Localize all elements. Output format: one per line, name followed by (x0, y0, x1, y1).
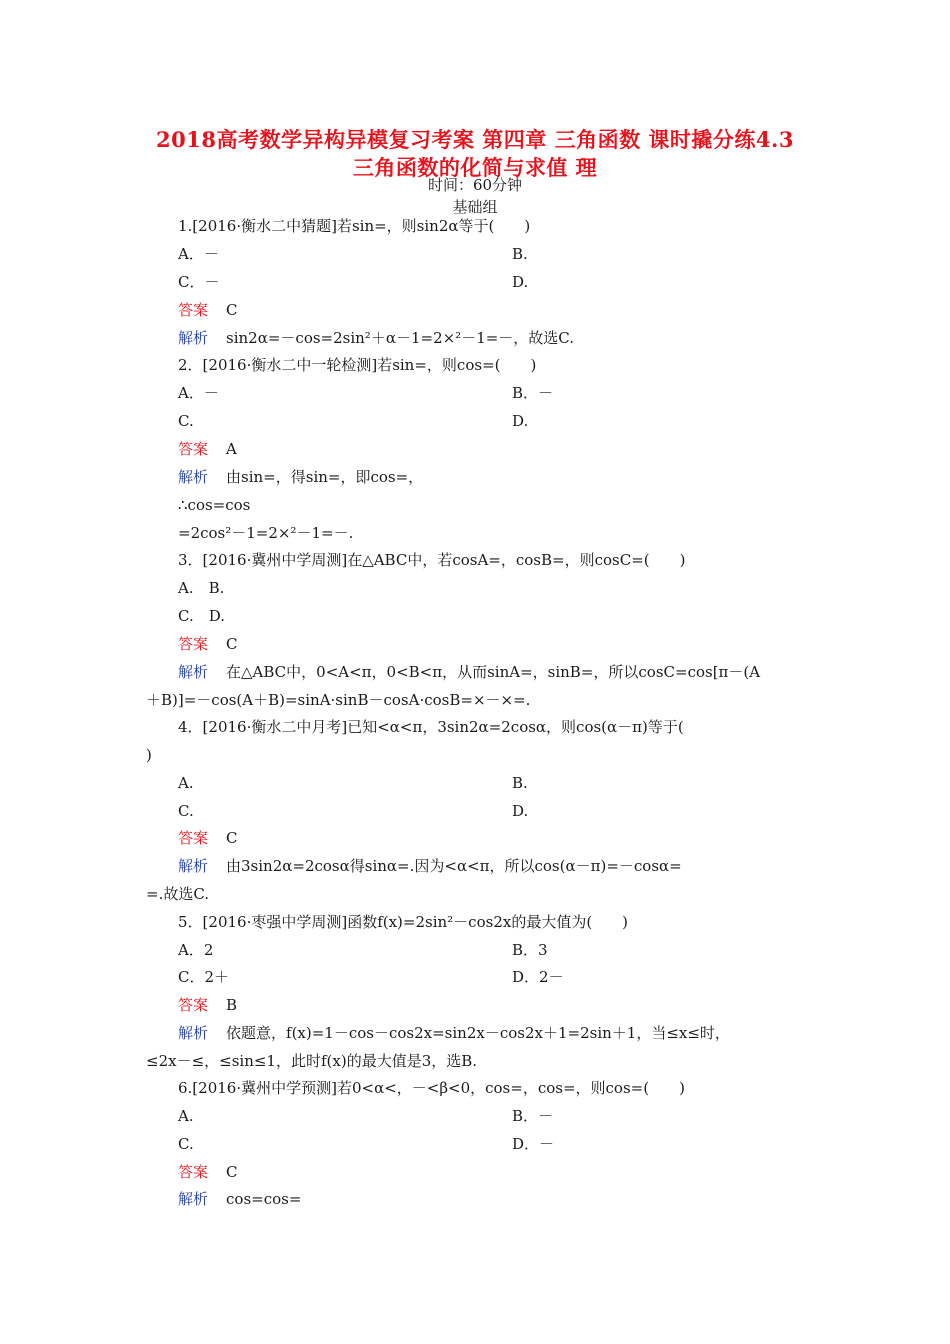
question-3-stem: 3．[2016·冀州中学周测]在△ABC中，若cosA=，cosB=，则cosC=( ) (178, 551, 686, 569)
explain-text: sin2α=－cos=2sin²＋α－1=2×²－1=－，故选C. (226, 329, 575, 347)
question-2-explanation (178, 467, 423, 487)
question-4-stem: 4．[2016·衡水二中月考]已知<α<π，3sin2α=2cosα，则cos(α－π)等于( (178, 718, 684, 736)
question-1-stem: 1.[2016·衡水二中猜题]若sin=，则sin2α等于( ) (178, 217, 531, 235)
question-1-option-a: A．－ (178, 245, 219, 263)
question-4-explanation (178, 856, 682, 876)
answer-value: C (226, 635, 238, 653)
question-2-explanation-line3: =2cos²－1=2×²－1=－. (178, 524, 354, 542)
question-2-option-d: D. (512, 412, 529, 430)
question-6-option-b: B．－ (512, 1107, 554, 1125)
question-4-option-a: A. (178, 774, 194, 792)
answer-label: 答案 (178, 1163, 209, 1181)
question-5-answer (178, 995, 237, 1015)
question-3-explanation (178, 662, 760, 682)
question-6-explanation (178, 1189, 301, 1209)
answer-value: C (226, 301, 238, 319)
explain-label: 解析 (178, 663, 209, 681)
page-subtitle: 三角函数的化简与求值 理 (352, 155, 598, 180)
answer-label: 答案 (178, 829, 209, 847)
time-limit: 时间：60分钟 (427, 176, 523, 194)
question-5-stem: 5．[2016·枣强中学周测]函数f(x)=2sin²－cos2x的最大值为( ) (178, 913, 629, 931)
explain-label: 解析 (178, 1190, 209, 1208)
question-6-stem: 6.[2016·冀州中学预测]若0<α<，－<β<0，cos=，cos=，则cos=( ) (178, 1079, 685, 1097)
question-2-option-c: C. (178, 412, 194, 430)
answer-value: B (226, 996, 238, 1014)
explain-label: 解析 (178, 468, 209, 486)
question-2-option-a: A．－ (178, 384, 219, 402)
explain-text: 由3sin2α=2cosα得sinα=.因为<α<π，所以cos(α－π)=－cosα= (226, 857, 682, 875)
question-4-option-d: D. (512, 802, 529, 820)
question-3-options-cd: C. D. (178, 607, 225, 625)
question-4-explanation-line2: =.故选C. (146, 885, 210, 903)
question-1-option-c: C．－ (178, 273, 220, 291)
question-4-answer (178, 828, 238, 848)
question-5-explanation (178, 1023, 730, 1043)
question-6-option-c: C. (178, 1135, 194, 1153)
question-4-stem-line2: ) (146, 746, 152, 764)
question-1-explanation (178, 328, 574, 348)
question-2-answer (178, 439, 237, 459)
question-5-option-a: A．2 (178, 941, 214, 959)
answer-value: C (226, 829, 238, 847)
explain-text: 依题意，f(x)=1－cos－cos2x=sin2x－cos2x＋1=2sin＋1，当≤x≤时， (226, 1024, 730, 1042)
answer-value: A (226, 440, 237, 458)
answer-label: 答案 (178, 996, 209, 1014)
question-2-explanation-line2: ∴cos=cos (178, 496, 251, 514)
answer-label: 答案 (178, 635, 209, 653)
question-3-options-ab: A. B. (178, 579, 225, 597)
explain-label: 解析 (178, 857, 209, 875)
question-2-option-b: B．－ (512, 384, 554, 402)
question-3-answer (178, 634, 238, 654)
question-2-stem: 2．[2016·衡水二中一轮检测]若sin=，则cos=( ) (178, 356, 537, 374)
question-5-explanation-line2: ≤2x－≤，≤sin≤1，此时f(x)的最大值是3，选B. (146, 1052, 478, 1070)
question-1-option-b: B. (512, 245, 528, 263)
question-4-option-c: C. (178, 802, 194, 820)
answer-label: 答案 (178, 440, 209, 458)
explain-text: 由sin=，得sin=，即cos=， (226, 468, 424, 486)
question-3-explanation-line2: ＋B)]=－cos(A＋B)=sinA·sinB－cosA·cosB=×－×=. (146, 691, 531, 709)
question-6-option-d: D．－ (512, 1135, 555, 1153)
question-6-option-a: A. (178, 1107, 194, 1125)
answer-label: 答案 (178, 301, 209, 319)
question-1-answer (178, 300, 238, 320)
question-6-answer (178, 1162, 238, 1182)
answer-value: C (226, 1163, 238, 1181)
question-4-option-b: B. (512, 774, 528, 792)
question-5-option-d: D．2－ (512, 968, 564, 986)
question-5-option-b: B．3 (512, 941, 548, 959)
explain-label: 解析 (178, 1024, 209, 1042)
explain-text: 在△ABC中，0<A<π，0<B<π，从而sinA=，sinB=，所以cosC=cos[π－(A (226, 663, 761, 681)
explain-text: cos=cos= (226, 1190, 302, 1208)
group-heading: 基础组 (452, 198, 498, 216)
question-1-option-d: D. (512, 273, 529, 291)
explain-label: 解析 (178, 329, 209, 347)
question-5-option-c: C．2＋ (178, 968, 230, 986)
page-title: 2018高考数学异构异模复习考案 第四章 三角函数 课时撬分练4.3 (156, 127, 794, 152)
